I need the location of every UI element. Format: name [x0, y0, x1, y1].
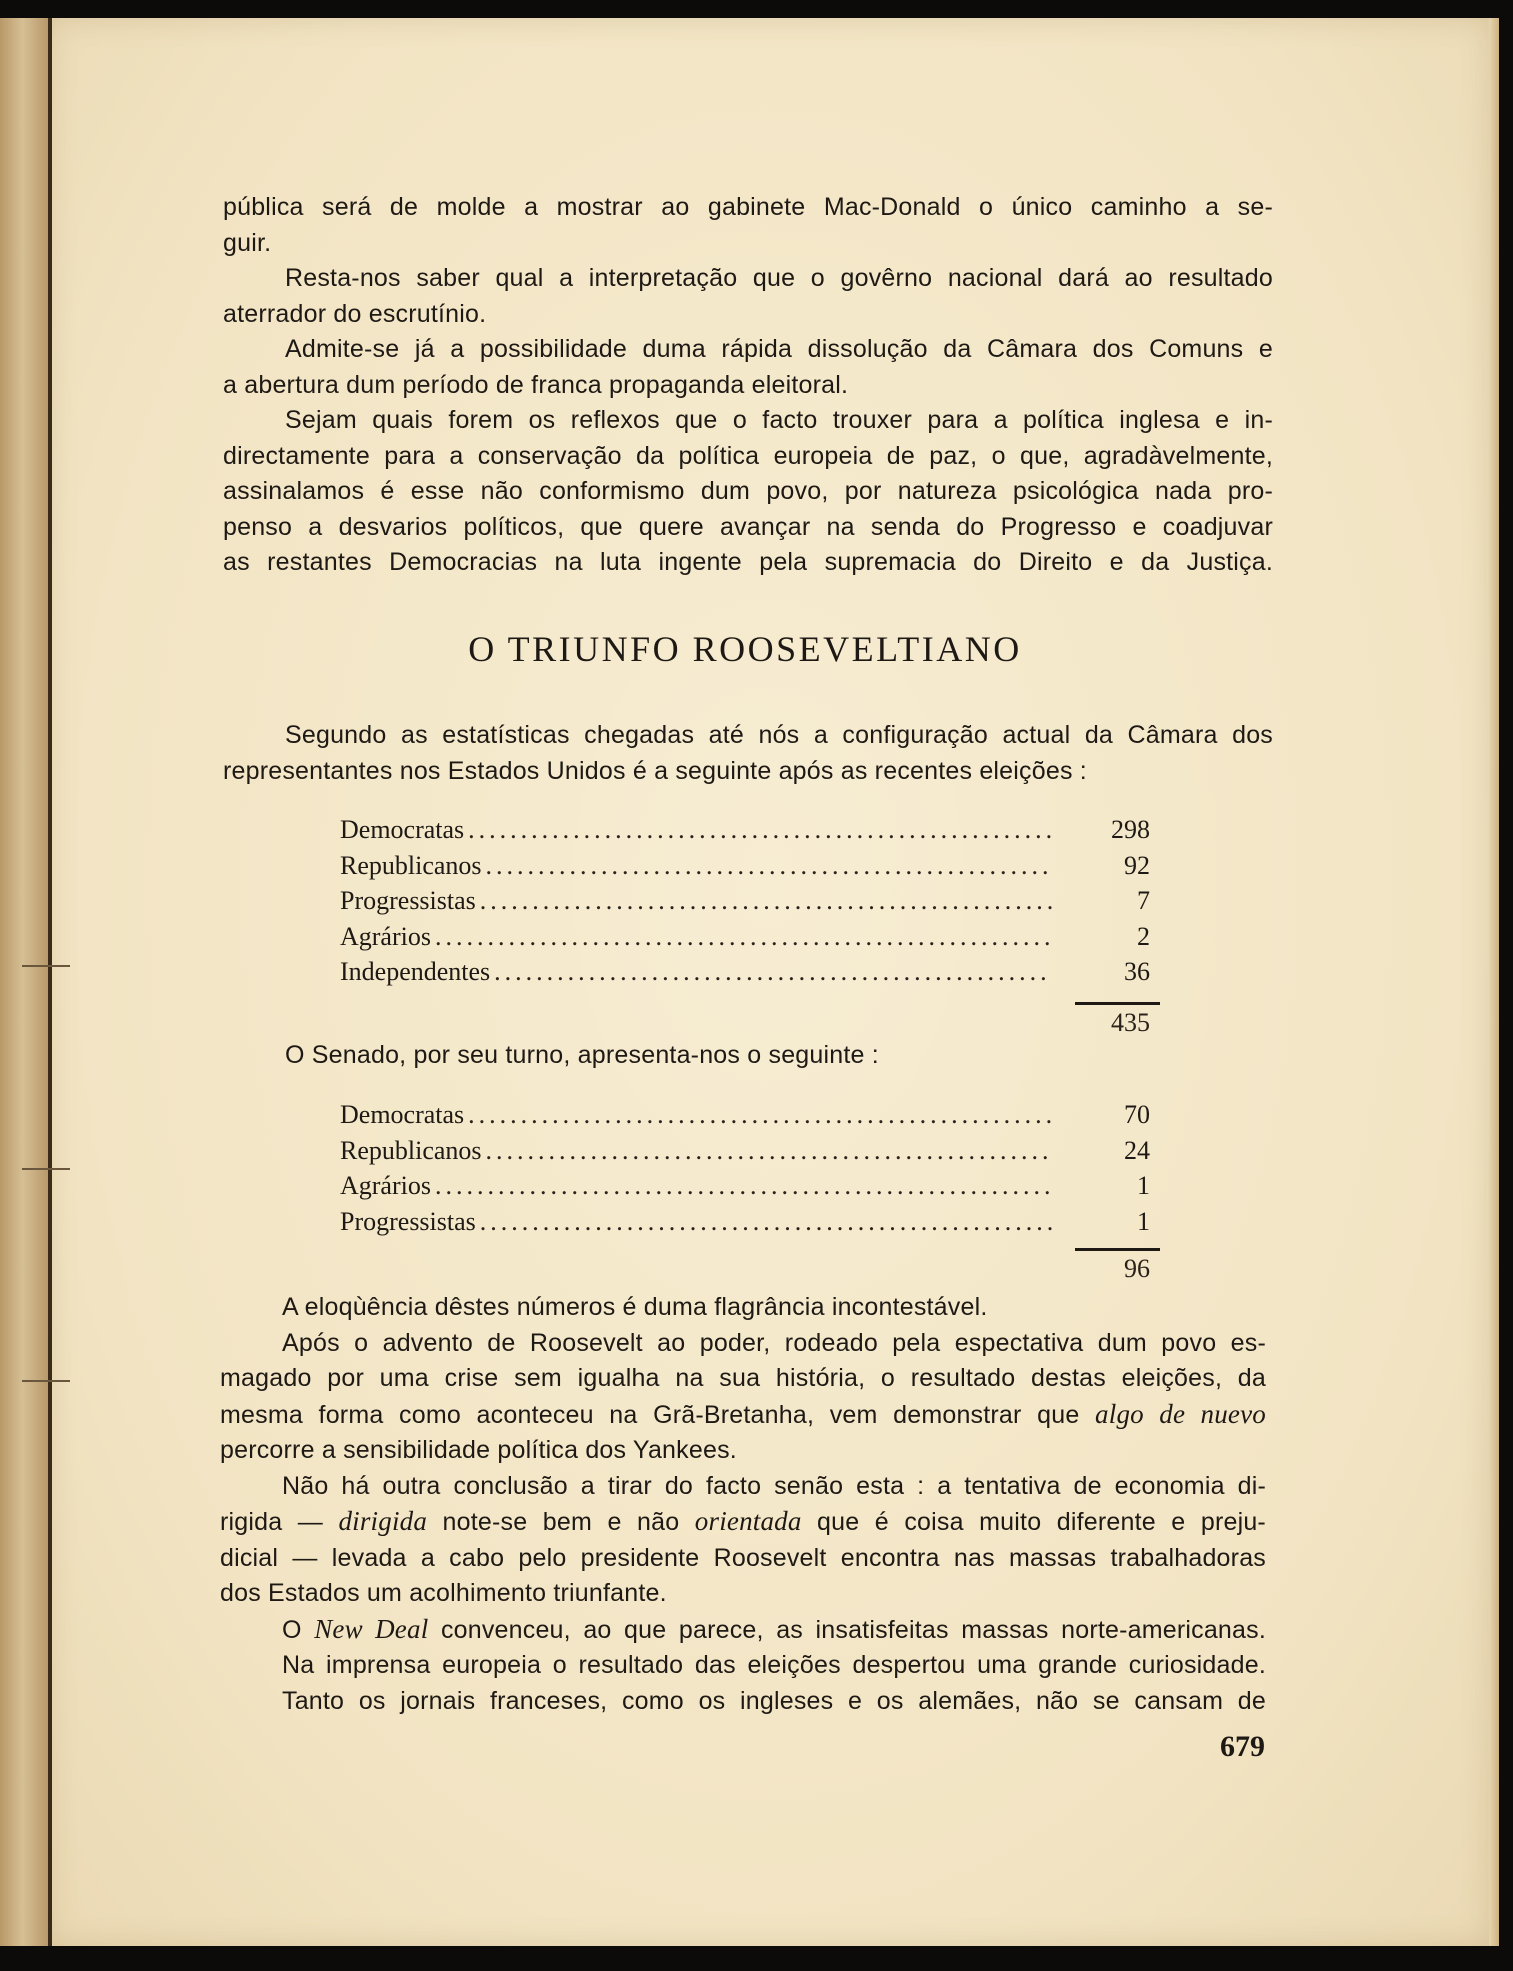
text-line: Após o advento de Roosevelt ao poder, rodeado pela espectativa dum povo es- [282, 1328, 1266, 1357]
seat-count: 7 [1137, 886, 1150, 915]
text-line [220, 1612, 1266, 1649]
text-run: note-se bem e não [442, 1508, 680, 1536]
senate-intro: O Senado, por seu turno, apresenta-nos o seguinte : [285, 1041, 879, 1069]
text-line: assinalamos é esse não conformismo dum povo, por natureza psicológica nada pro- [223, 477, 1273, 505]
edge-mark [22, 965, 70, 967]
table-row [340, 922, 1160, 958]
text-line [220, 1397, 1266, 1434]
table-row [340, 1100, 1160, 1136]
section-title: O TRIUNFO ROOSEVELTIANO [468, 629, 1022, 669]
seat-count: 24 [1124, 1135, 1150, 1165]
text-line: Segundo as estatísticas chegadas até nós a configuração actual da Câmara dos [285, 721, 1273, 749]
italic-phrase: orientada [694, 1506, 802, 1536]
text-run: que é coisa muito diferente e preju- [817, 1508, 1266, 1536]
book-spine [0, 18, 50, 1946]
chamber-intro [223, 718, 1273, 789]
seat-count: 1 [1137, 1206, 1150, 1236]
seat-count: 1 [1137, 1171, 1150, 1200]
senate-intro-block [223, 1038, 1267, 1074]
text-line: directamente para a conservação da política europeia de paz, o que, agradàvelmente, [223, 441, 1273, 470]
page-edge [1489, 18, 1499, 1946]
table-row [340, 1136, 1160, 1172]
text-line: representantes nos Estados Unidos é a seguinte após as recentes eleições : [223, 756, 1087, 785]
edge-mark [22, 1168, 70, 1170]
edge-mark [22, 1380, 70, 1382]
seat-count: 36 [1124, 957, 1150, 986]
seat-count: 70 [1124, 1100, 1150, 1129]
text-run: O [282, 1615, 302, 1644]
chamber-total: 435 [1111, 1008, 1150, 1037]
table-row [340, 1207, 1160, 1243]
party-name: Republicanos [340, 1135, 482, 1165]
table-row [340, 957, 1160, 993]
chamber-table [340, 815, 1160, 993]
table-row [340, 1171, 1160, 1207]
text-line: as restantes Democracias na luta ingente pela supremacia do Direito e da Justiça. [223, 548, 1273, 576]
text-run: convenceu, ao que parece, as insatisfeitas massas norte-americanas. [440, 1615, 1266, 1644]
text-line: Na imprensa europeia o resultado das eleições despertou uma grande curiosidade. [282, 1651, 1266, 1679]
table-row [340, 886, 1160, 922]
text-line: Tanto os jornais franceses, como os ingleses e os alemães, não se cansam de [282, 1686, 1266, 1715]
italic-phrase: algo de nuevo [1095, 1398, 1266, 1429]
text-line [220, 1504, 1266, 1541]
page-number: 679 [1220, 1730, 1265, 1763]
text-run: rigida — [220, 1508, 323, 1536]
table-row [340, 815, 1160, 851]
seat-count: 2 [1137, 921, 1150, 951]
text-line: percorre a sensibilidade política dos Yankees. [220, 1436, 737, 1464]
party-name: Agrários [340, 1171, 431, 1200]
party-name: Republicanos [340, 850, 482, 880]
italic-phrase: New Deal [314, 1613, 429, 1644]
party-name: Independentes [340, 957, 491, 986]
party-name: Democratas [340, 815, 465, 844]
text-line: guir. [223, 228, 272, 257]
text-line: Admite-se já a possibilidade duma rápida dissolução da Câmara dos Comuns e [285, 335, 1273, 363]
intro-text [223, 190, 1273, 581]
senate-table [340, 1100, 1160, 1242]
party-name: Democratas [340, 1100, 465, 1129]
table-row [340, 851, 1160, 887]
text-line: dos Estados um acolhimento triunfante. [220, 1579, 667, 1607]
party-name: Progressistas [340, 1206, 476, 1236]
text-line: magado por uma crise sem igualha na sua história, o resultado destas eleições, da [220, 1364, 1266, 1392]
page-gutter [48, 18, 52, 1946]
text-line: penso a desvarios políticos, que quere avançar na senda do Progresso e coadjuvar [223, 512, 1273, 541]
text-line: a abertura dum período de franca propaganda eleitoral. [223, 370, 849, 399]
text-line: pública será de molde a mostrar ao gabinete Mac-Donald o único caminho a se- [223, 193, 1273, 221]
sum-rule [1075, 1002, 1160, 1005]
closing-text [220, 1290, 1266, 1719]
seat-count: 92 [1124, 850, 1150, 880]
text-line: dicial — levada a cabo pelo presidente Roosevelt encontra nas massas trabalhadoras [220, 1543, 1266, 1572]
text-line: aterrador do escrutínio. [223, 299, 487, 328]
text-run: mesma forma como aconteceu na Grã-Bretanha, vem demonstrar que [220, 1400, 1080, 1429]
italic-phrase: dirigida [338, 1506, 428, 1536]
text-line: A eloqùência dêstes números é duma flagrância incontestável. [282, 1293, 988, 1321]
seat-count: 298 [1111, 815, 1150, 844]
senate-total: 96 [1124, 1254, 1150, 1283]
text-line: Resta-nos saber qual a interpretação que o govêrno nacional dará ao resultado [285, 264, 1273, 292]
sum-rule [1075, 1248, 1160, 1251]
party-name: Progressistas [340, 886, 476, 915]
party-name: Agrários [340, 921, 431, 951]
text-line: Sejam quais forem os reflexos que o facto trouxer para a política inglesa e in- [285, 406, 1273, 434]
text-line: Não há outra conclusão a tirar do facto senão esta : a tentativa de economia di- [282, 1471, 1266, 1500]
